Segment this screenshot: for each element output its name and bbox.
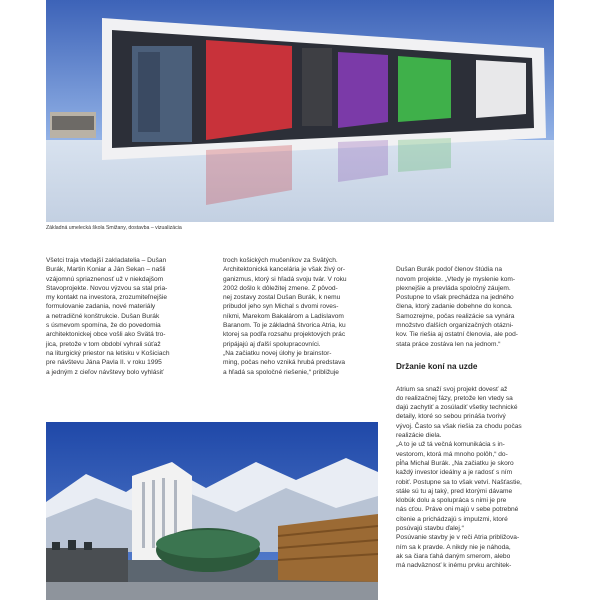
article-column-1: Všetci traja vtedajší zakladatelia – Dušan Burák, Martin Koniar a Ján Sekan – našli vzájomnú spriaznenosť už v niekdajšom Stavoprojekte. Novou výzvou sa stal pria- my kontakt na investora, zrozumiteľnejšie formulovanie zadania, nové materiály a netradičné konštrukcie. Dušan Burák s úsmevom spomína, že do povedomia architektonickej obce vošli ako Svätá tro- jica, pretože v tom období vyhrali súťaž na liturgický priestor na letisku v Košiciach pre návštevu Jána Pavla II. v roku 1995 a jedným z cieľov návštevy bolo vyhlásiť — [46, 257, 170, 376]
article-column-2: troch košických mučeníkov za Svätých. Architektonická kancelária je však živý or- ganizmus, ktorý si hľadá svoju tvár. V roku 2002 došlo k dôležitej zmene. Z pôvod- nej zostavy zostal Dušan Burák, k nemu pribudol jeho syn Michal s dvomi roves- níkmi, Marekom Bakalárom a Ladislavom Baranom. To je základná štvorica Atria, ku ktorej sa podľa rozsahu projektových prác pripájajú aj ďalší spolupracovníci. „Na začiatku novej úlohy je brainstor- ming, počas neho vzniká hrubá predstava a hľadá sa spoločné riešenie,“ približuje — [223, 257, 347, 376]
image-caption: Základná umelecká škola Smižany, dostavba – vizualizácia — [46, 225, 182, 231]
column-3-body-text: Atrium sa snaží svoj projekt dovesť až do realizačnej fázy, pretože len vtedy sa dajú zachytiť a zosúladiť všetky technické detaily, ktoré so sebou prináša tvorivý vývoj. Často sa však riešia za chodu počas realizácie diela. „A to je už tá večná komunikácia s in- vestorom, ktorá má mnoho polôh,“ do- pĺňa Michal Burák. „Na začiatku je skoro každý investor ideálny a je radosť s ním robiť. Postupne sa to však vetví. Našťastie, stále sú tu aj taký, pred ktorými dávame klobúk dolu a spolupráca s nimi je pre nás cťou. Práve oni majú v sebe potrebné cítenie a prichádzajú s impulzmi, ktoré posúvajú stavbu ďalej.“ Posúvanie stavby je v reči Atria približova- ním sa k pravde. A nikdy nie je náhoda, ak sa čiara ťahá daným smerom, alebo má nadväznosť k inému prvku architek- — [396, 385, 522, 570]
article-column-3 — [396, 256, 554, 580]
atrium-building-image — [46, 422, 378, 600]
mountain-building-render — [46, 422, 378, 600]
section-heading: Držanie koní na uzde — [396, 362, 478, 372]
school-building-render — [46, 0, 554, 222]
school-visualization-image — [46, 0, 554, 222]
column-3-intro-text: Dušan Burák podoľ členov štúdia na novom projekte. „Vtedy je myslenie kom- plexnejšie a prevláda spoločný záujem. Postupne to však prechádza na jedného člena, ktorý zadanie dobehne do konca. Samozrejme, počas realizácie sa vynára množstvo ďalších organizačných otázni- kov. Tie riešia aj ostatní členovia, ale pod- stata práce zostáva len na jednom.“ — [396, 266, 518, 348]
